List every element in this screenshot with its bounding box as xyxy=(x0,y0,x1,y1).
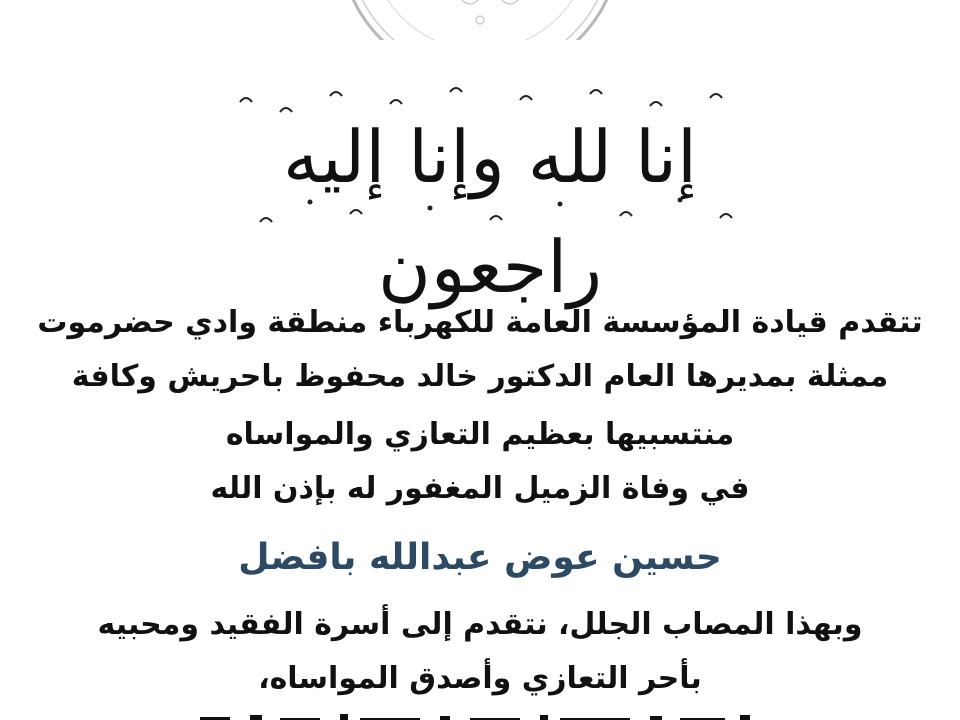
condolence-line-2: ممثلة بمديرها العام الدكتور خالد محفوظ باحريش وكافة xyxy=(71,359,889,394)
condolence-line-7: بأحر التعازي وأصدق المواساه، xyxy=(258,661,702,696)
condolence-line-6: وبهذا المصاب الجلل، نتقدم إلى أسرة الفقيد ومحبيه xyxy=(97,607,863,642)
deceased-name: حسين عوض عبدالله بافضل xyxy=(238,537,722,578)
condolence-line-1: تتقدم قيادة المؤسسة العامة للكهرباء منطقة وادي حضرموت xyxy=(37,305,923,340)
cropped-text-line xyxy=(160,708,800,720)
condolence-line-3: منتسبيها بعظيم التعازي والمواساه xyxy=(225,417,735,452)
verse-text: إنا لله وإنا إليه راجعون xyxy=(282,115,698,309)
quran-verse-calligraphy xyxy=(200,82,780,309)
cropped-text-fragment-icon xyxy=(160,709,800,720)
condolence-line-4: في وفاة الزميل المغفور له بإذن الله xyxy=(210,471,750,506)
ornamental-emblem-icon xyxy=(330,0,630,40)
